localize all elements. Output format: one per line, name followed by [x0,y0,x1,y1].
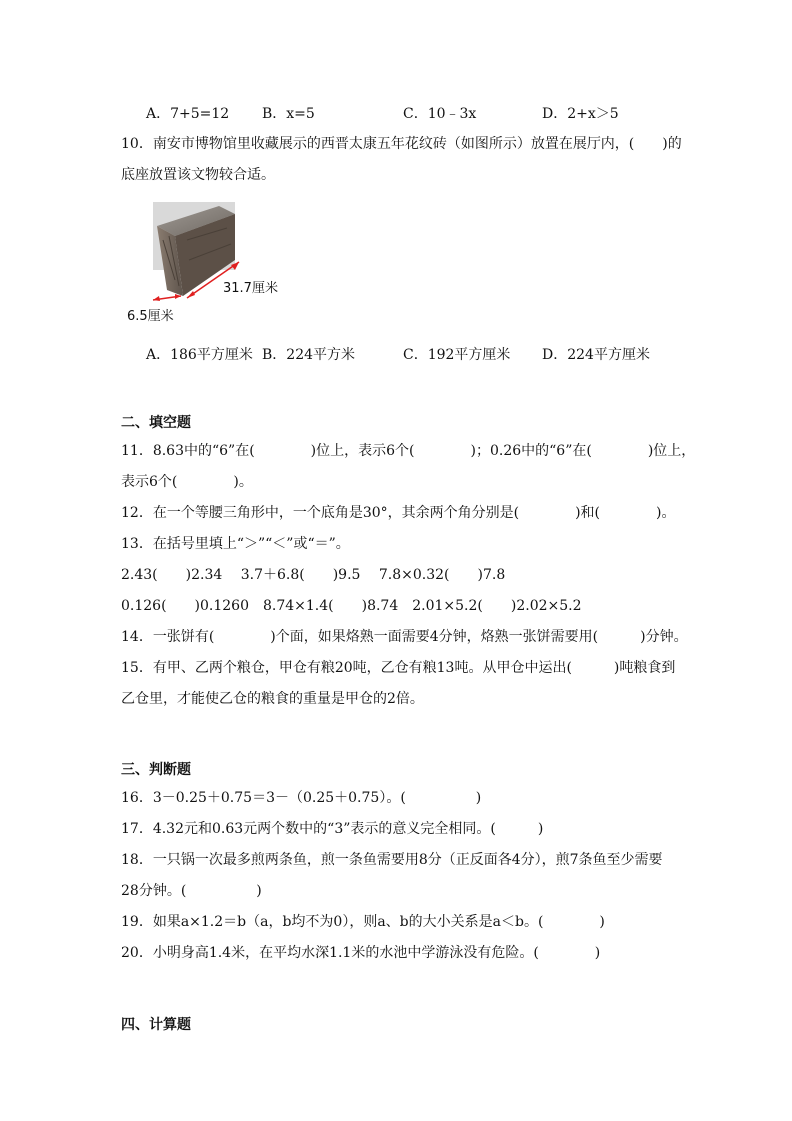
length-label: 31.7厘米 [223,281,278,296]
q15-line-2: 乙仓里，才能使乙仓的粮食的重量是甲仓的2倍。 [121,691,424,707]
q11-line-1: 11．8.63中的“6”在( )位上，表示6个( )；0.26中的“6”在( )位上， [121,443,696,459]
section-2-heading: 二、填空题 [121,415,191,431]
q10-line-1: 10．南安市博物馆里收藏展示的西晋太康五年花纹砖（如图所示）放置在展厅内，( )的 [121,136,682,152]
q17-line: 17．4.32元和0.63元两个数中的“3”表示的意义完全相同。( ) [121,821,544,837]
q9-option-b: B．x=5 [262,106,315,122]
q10-option-d: D．224平方厘米 [542,347,650,363]
q10-option-c: C．192平方厘米 [403,347,511,363]
section-4-heading: 四、计算题 [121,1017,191,1033]
brick-figure [127,200,297,325]
q11-line-2: 表示6个( )。 [121,474,253,490]
q13-row-2: 0.126( )0.1260 8.74×1.4( )8.74 2.01×5.2( )2.02×5.2 [121,598,582,614]
q19-line: 19．如果a×1.2＝b（a，b均不为0），则a、b的大小关系是a＜b。( ) [121,914,605,930]
q20-line: 20．小明身高1.4米，在平均水深1.1米的水池中学游泳没有危险。( ) [121,945,601,961]
q13-row-1: 2.43( )2.34 3.7＋6.8( )9.5 7.8×0.32( )7.8 [121,567,506,583]
width-label: 6.5厘米 [127,309,174,324]
q10-option-b: B．224平方米 [262,347,356,363]
q14-line: 14．一张饼有( )个面，如果烙熟一面需要4分钟，烙熟一张饼需要用( )分钟。 [121,629,688,645]
section-3-heading: 三、判断题 [121,762,191,778]
q15-line-1: 15．有甲、乙两个粮仓，甲仓有粮20吨，乙仓有粮13吨。从甲仓中运出( )吨粮食到 [121,660,676,676]
q10-line-2: 底座放置该文物较合适。 [121,167,275,183]
q9-option-c: C．10﹣3x [403,106,477,122]
q9-option-a: A．7+5=12 [146,106,230,122]
q18-line-2: 28分钟。( ) [121,883,262,899]
q16-line: 16．3－0.25＋0.75＝3－（0.25＋0.75）。( ) [121,790,482,806]
q10-option-a: A．186平方厘米 [146,347,253,363]
q18-line-1: 18．一只锅一次最多煎两条鱼，煎一条鱼需要用8分（正反面各4分），煎7条鱼至少需要 [121,852,663,868]
q13-line: 13．在括号里填上“＞”“＜”或“＝”。 [121,536,350,552]
q9-option-d: D．2+x＞5 [542,106,619,122]
q12-line: 12．在一个等腰三角形中，一个底角是30°，其余两个角分别是( )和( )。 [121,505,676,521]
